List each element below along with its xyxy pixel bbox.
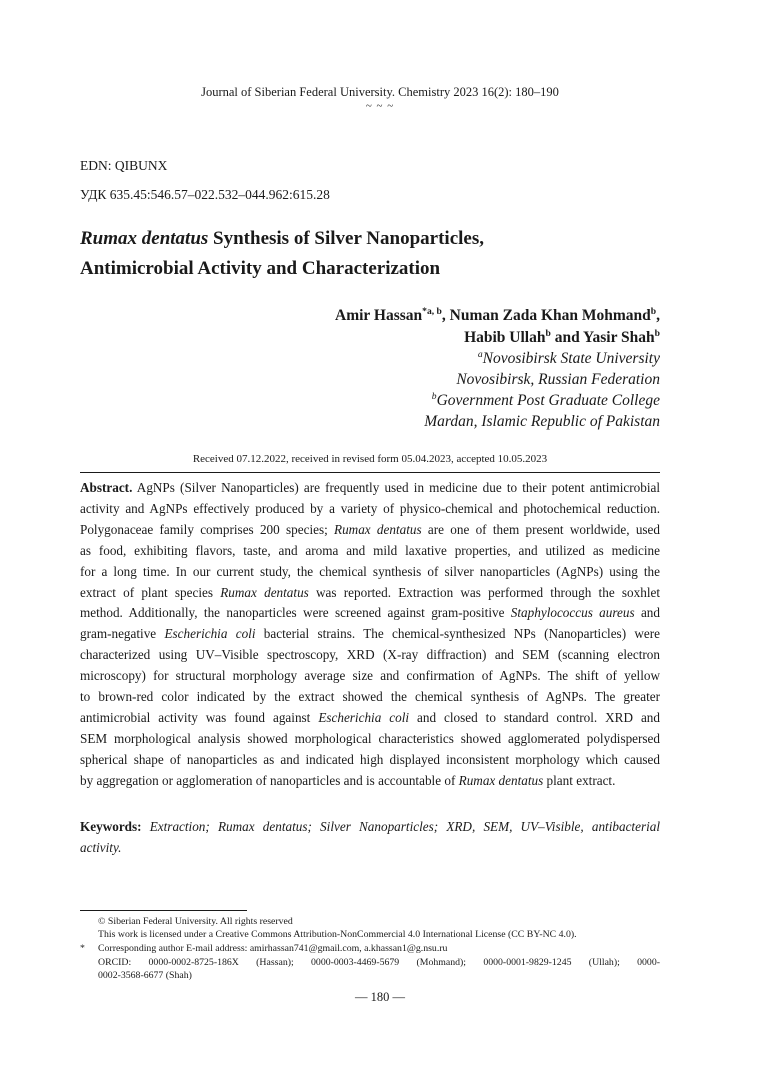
title-species: Rumax dentatus bbox=[80, 228, 209, 249]
author-shah: Yasir Shah bbox=[583, 329, 655, 346]
footnote-divider bbox=[80, 910, 247, 911]
keywords: Keywords: Extraction; Rumax dentatus; Silver Nanoparticles; XRD, SEM, UV–Visible, antibacterial activity. bbox=[80, 819, 660, 855]
affiliation-a-location: Novosibirsk, Russian Federation bbox=[456, 371, 660, 388]
keywords-label: Keywords: bbox=[80, 819, 142, 834]
page-number: — 180 — bbox=[355, 990, 405, 1004]
author-mohmand: Numan Zada Khan Mohmand bbox=[449, 307, 651, 324]
author-hassan: Amir Hassan bbox=[335, 307, 423, 324]
udk-code: УДК 635.45:546.57–022.532–044.962:615.28 bbox=[80, 187, 330, 202]
edn-code: EDN: QIBUNX bbox=[80, 158, 168, 173]
abstract: Abstract. AgNPs (Silver Nanoparticles) are frequently used in medicine due to their potent antimicrobial activity and AgNPs effectively produced by a variety of physico-chemical and photochemical reduction. Polygonaceae family comprises 200 species; Rumax dentatus are one of them present worldwide, used as food, exhibiting flavors, taste, and aroma and mild laxative properties, and utilized as medicine for a long time. In our current study, the chemical synthesis of silver nanoparticles (AgNPs) using the extract of plant species Rumax dentatus was reported. Extraction was performed through the soxhlet method. Additionally, the nanoparticles were screened against gram-positive Staphylococcus aureus and gram-negative Escherichia coli bacterial strains. The chemical-synthesized NPs (Nanoparticles) were characterized using UV–Visible spectroscopy, XRD (X-ray diffraction) and SEM (scanning electron microscopy) for structural morphology average size and confirmation of AgNPs. The shift of yellow to brown-red color indicated by the extract showed the chemical synthesis of AgNPs. The greater antimicrobial activity was found against Escherichia coli and closed to standard control. XRD and SEM morphological analysis showed morphological characteristics showed agglomerated polydispersed spherical shape of nanoparticles as and indicated high displayed inconsistent morphology which caused by aggregation or agglomeration of nanoparticles and is accountable of Rumax dentatus plant extract. bbox=[80, 480, 660, 788]
article-title: Rumax dentatus Synthesis of Silver Nanoparticles, Antimicrobial Activity and Characterization bbox=[80, 224, 680, 284]
header-ornament: ~ ~ ~ bbox=[365, 100, 395, 112]
abstract-divider bbox=[80, 472, 660, 473]
affiliations bbox=[424, 348, 660, 432]
journal-header: Journal of Siberian Federal University. Chemistry 2023 16(2): 180–190 bbox=[201, 85, 559, 99]
title-line-2: Antimicrobial Activity and Characterization bbox=[80, 258, 441, 279]
abstract-label: Abstract. bbox=[80, 480, 133, 495]
article-page: Journal of Siberian Federal University. Chemistry 2023 16(2): 180–190 ~ ~ ~ EDN: QIBUNX УДК 635.45:546.57–022.532–044.962:615.28 Rumax dentatus Synthesis of Silver Nanoparticles, Antimicrobial Activity and Characterization Amir Hassan$^{*a, b}$, Numan Zada Khan Mohmand$^b$, Habib Ullah$^b$ and Yasir Shah$^b$ $^a$Novosibirsk State University Novosibirsk, Russian Federation $^b$Government Post Graduate College Mardan, Islamic Republic of Pakistan Received 07.12.2022, received in revised form 05.04.2023, accepted 10.05.2023 Abstract. AgNPs (Silver Nanoparticles) are frequently used in medicine due to their potent antimicrobial activity and AgNPs effectively produced by a variety of physico-chemical and photochemical reduction. Polygonaceae family comprises 200 species; Rumax dentatus are one of them present worldwide, used as food, exhibiting flavors, taste, and aroma and mild laxative properties, and utilized as medicine for a long time. In our current study, the chemical synthesis of silver nanoparticles (AgNPs) using the extract of plant species Rumax dentatus was reported. Extraction was performed through the soxhlet method. Additionally, the nanoparticles were screened against gram-positive Staphylococcus aureus and gram-negative Escherichia coli bacterial strains. The chemical-synthesized NPs (Nanoparticles) were characterized using UV–Visible spectroscopy, XRD (X-ray diffraction) and SEM (scanning electron microscopy) for structural morphology average size and confirmation of AgNPs. The shift of yellow to brown-red color indicated by the extract showed the chemical synthesis of AgNPs. The greater antimicrobial activity was found against Escherichia coli and closed to standard control. XRD and SEM morphological analysis showed morphological characteristics showed agglomerated polydispersed spherical shape of nanoparticles as and indicated high displayed inconsistent morphology which caused by aggregation or agglomeration of nanoparticles and is accountable of Rumax dentatus plant extract. Keywords: Extraction; Rumax dentatus; Silver Nanoparticles; XRD, SEM, UV–Visible, antibacterial activity. © Siberian Federal University. All rights reserved This work is licensed under a Creative Commons Attribution-NonCommercial 4.0 International License (CC BY-NC 4.0). * Corresponding author E-mail address: amirhassan741@gmail.com, a.khassan1@g.nsu.ru ORCID: 0000-0002-8725-186X (Hassan); 0000-0003-4469-5679 (Mohmand); 0000-0001-9829-1245 (Ullah); 0000- 0002-3568-6677 (Shah) — 180 — bbox=[0, 0, 760, 1080]
affiliation-b: $^b$Government Post Graduate College bbox=[431, 390, 660, 409]
author-ullah: Habib Ullah bbox=[464, 329, 546, 346]
affiliation-b-location: Mardan, Islamic Republic of Pakistan bbox=[424, 413, 660, 430]
footnote-star: * bbox=[80, 943, 85, 954]
received-dates: Received 07.12.2022, received in revised form 05.04.2023, accepted 10.05.2023 bbox=[192, 453, 548, 465]
author-list: Amir Hassan$^{*a, b}$, Numan Zada Khan Mohmand$^b$, Habib Ullah$^b$ and Yasir Shah$^b$ bbox=[335, 305, 660, 346]
affiliation-a: $^a$Novosibirsk State University bbox=[477, 348, 660, 367]
